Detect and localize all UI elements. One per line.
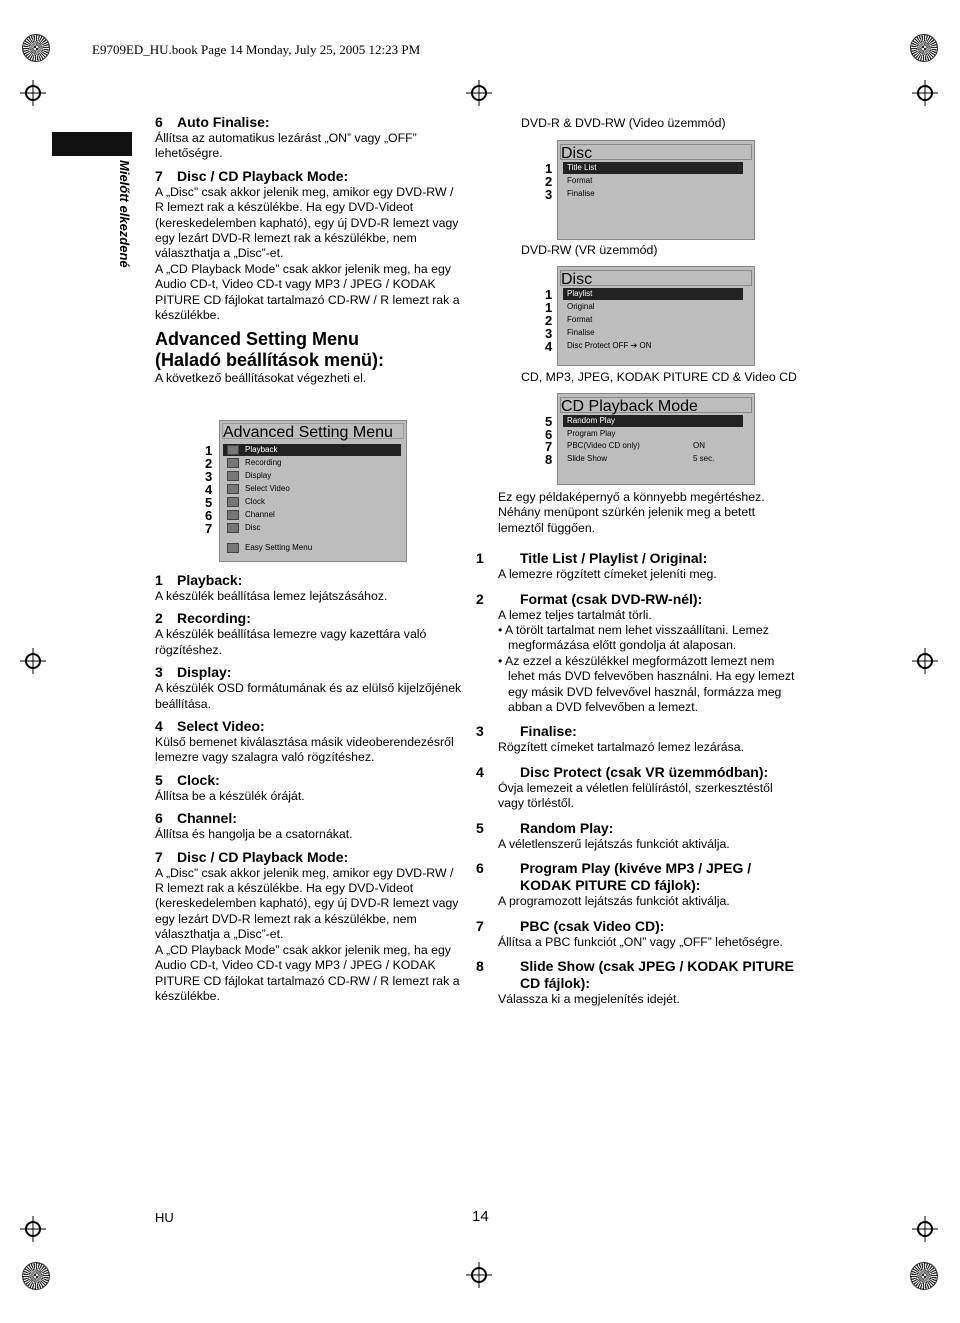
menu-item-label: Channel <box>245 510 275 519</box>
menu-item-number: 2 <box>205 456 213 471</box>
menu-item[interactable] <box>223 444 401 456</box>
item-text: Állítsa a PBC funkciót „ON” vagy „OFF” lehetőségre. <box>498 934 783 949</box>
item-title: Disc / CD Playback Mode: <box>177 848 349 865</box>
item-number: 6 <box>155 810 163 827</box>
item-text: Állítsa be a készülék óráját. <box>155 788 305 803</box>
disc-screen-vr <box>545 266 753 364</box>
setting-item <box>155 849 465 1005</box>
left-top-item: 7 Disc / CD Playback Mode: A „Disc” csak akkor jelenik meg, amikor egy DVD-RW / R lemezt rak a készülékbe. Ha egy DVD-Videot (kereskedelemben kapható), egy új DVD-R lemezt vagy egy lezárt DVD-R lemezt rak a készülékbe, nem választhatja a „Disc”-et. A „CD Playback Mode” csak akkor jelenik meg, ha egy Audio CD-t, Video CD-t vagy MP3 / JPEG / KODAK PITURE CD fájlokat tartalmazó CD-RW / R lemezt rak a készülékbe. <box>155 167 460 323</box>
item-title: Title List / Playlist / Original: <box>520 550 708 567</box>
menu-item[interactable] <box>223 457 401 469</box>
menu-item-number: 1 <box>205 443 213 458</box>
page-number: 14 <box>472 1208 489 1225</box>
item-number: 8 <box>476 957 484 974</box>
left-top-item: 6 Auto Finalise: Állítsa az automatikus lezárást „ON” vagy „OFF” lehetőségre. <box>155 114 417 161</box>
item-text: Válassza ki a megjelenítés idejét. <box>498 991 680 1006</box>
item-title: Playback: <box>177 572 243 588</box>
menu-item-number: 1 <box>545 300 553 315</box>
menu-item-number: 3 <box>205 469 213 484</box>
menu-item-label: Clock <box>245 497 266 506</box>
menu-item-label: Title List <box>567 163 597 172</box>
item-number: 6 <box>476 860 484 877</box>
disc-item <box>476 819 798 852</box>
menu-item-label: Disc Protect OFF ➔ ON <box>567 341 652 350</box>
setting-item <box>155 810 465 842</box>
footer-lang: HU <box>155 1210 174 1225</box>
menu-item-label: Display <box>245 471 272 480</box>
disc-item <box>476 763 798 812</box>
menu-item-number: 3 <box>545 326 553 341</box>
menu-item-number: 6 <box>205 508 213 523</box>
setting-item <box>155 610 465 658</box>
left-column <box>155 114 465 387</box>
right-column <box>476 490 798 1015</box>
item-number: 2 <box>155 610 163 627</box>
screen-title: Disc <box>560 270 752 286</box>
item-title: Disc Protect (csak VR üzemmódban): <box>520 763 769 780</box>
item-text: A véletlenszerű lejátszás funkciót aktiválja. <box>498 836 730 851</box>
menu-item-label: Finalise <box>567 328 595 337</box>
item-title: Program Play (kivéve MP3 / JPEG / KODAK PITURE CD fájlok): <box>520 860 752 894</box>
menu-item[interactable] <box>563 175 743 187</box>
item-text: A készülék beállítása lemez lejátszásához. <box>155 589 388 603</box>
item-text: A lemezre rögzített címeket jeleníti meg. <box>498 567 717 582</box>
registration-rosette <box>22 1262 50 1290</box>
crosshair-icon <box>20 80 46 106</box>
menu-item[interactable] <box>563 453 743 465</box>
menu-icon <box>227 471 239 481</box>
menu-item[interactable] <box>223 522 401 534</box>
registration-rosette <box>22 34 50 62</box>
item-title: PBC (csak Video CD): <box>520 917 665 934</box>
item-text: Állítsa és hangolja be a csatornákat. <box>155 827 353 842</box>
menu-item[interactable] <box>223 483 401 495</box>
disc-item <box>476 723 798 755</box>
menu-item-value: 5 sec. <box>693 453 715 463</box>
item-number: 5 <box>155 771 163 788</box>
advanced-menu-screen <box>205 420 405 560</box>
setting-item <box>155 664 465 712</box>
menu-item[interactable] <box>563 288 743 300</box>
menu-icon <box>227 510 239 520</box>
item-title: Display: <box>177 664 232 681</box>
advanced-intro: A következő beállításokat végezheti el. <box>155 371 367 386</box>
menu-icon <box>227 445 239 455</box>
item-text: Külső bemenet kiválasztása másik videoberendezésről lemezre vagy szalagra való rögzítéshez. <box>155 735 454 765</box>
item-number: 3 <box>476 723 484 740</box>
crosshair-icon <box>20 648 46 674</box>
menu-item-label: Playback <box>245 445 278 454</box>
item-number: 2 <box>476 590 484 607</box>
menu-item-number: 1 <box>545 161 553 176</box>
setting-item <box>155 772 465 804</box>
screen-footer: Easy Setting Menu <box>223 542 403 554</box>
menu-item-number: 8 <box>545 451 553 467</box>
item-number: 1 <box>155 572 163 588</box>
menu-item-number: 5 <box>545 414 553 429</box>
crosshair-icon <box>466 80 492 106</box>
item-title: Finalise: <box>520 723 577 740</box>
menu-item-label: PBC(Video CD only) <box>567 441 640 450</box>
item-text: A programozott lejátszás funkciót aktiválja. <box>498 894 730 909</box>
cd-playback-screen <box>545 393 753 483</box>
crosshair-icon <box>20 1216 46 1242</box>
item-text: A készülék OSD formátumának és az elülső kijelzőjének beállítása. <box>155 681 462 711</box>
screen-title: Disc <box>560 144 752 160</box>
bullet-text: Az ezzel a készülékkel megformázott lemezt nem lehet más DVD felvevőben használni. Ha egy lemezt egy másik DVD felvevővel használ, formázza meg abban a DVD felvevőben a lemezt. <box>505 653 795 715</box>
item-number: 4 <box>155 718 163 735</box>
menu-item-label: Format <box>567 315 593 324</box>
menu-item-number: 2 <box>545 174 553 189</box>
menu-item[interactable] <box>563 162 743 174</box>
item-text: A lemez teljes tartalmát törli. <box>498 607 652 622</box>
crosshair-icon <box>912 80 938 106</box>
item-title: Random Play: <box>520 819 614 836</box>
bullet-item: • A törölt tartalmat nem lehet visszaállítani. Lemez megformázása előtt gondolja át alaposan. <box>498 623 769 653</box>
menu-item-label: Program Play <box>567 428 616 438</box>
menu-item-number: 7 <box>545 439 553 454</box>
menu-item-label: Disc <box>245 523 261 532</box>
menu-item[interactable] <box>563 440 743 452</box>
menu-item-label: Playlist <box>567 289 593 298</box>
item-number: 7 <box>155 848 163 865</box>
menu-icon <box>227 458 239 468</box>
registration-rosette <box>910 34 938 62</box>
item-title: Recording: <box>177 610 251 627</box>
menu-item-number: 5 <box>205 495 213 510</box>
menu-item[interactable] <box>563 188 743 200</box>
item-number: 7 <box>476 917 484 934</box>
menu-item-number: 4 <box>545 339 553 354</box>
menu-item-number: 7 <box>205 521 213 536</box>
setting-item <box>155 572 465 604</box>
crosshair-icon <box>912 1216 938 1242</box>
item-text: Rögzített címeket tartalmazó lemez lezárása. <box>498 740 745 755</box>
left-items <box>155 572 465 1010</box>
screen3-label: CD, MP3, JPEG, KODAK PITURE CD & Video CD <box>521 370 797 384</box>
disc-item <box>476 957 798 1007</box>
disc-item <box>476 860 798 909</box>
menu-item-label: Select Video <box>245 484 290 493</box>
item-number: 4 <box>476 763 484 780</box>
item-text: A készülék beállítása lemezre vagy kazettára való rögzítéshez. <box>155 627 427 657</box>
menu-item-number: 4 <box>205 482 213 497</box>
side-tab <box>52 132 132 156</box>
disc-screen-video <box>545 140 753 238</box>
registration-rosette <box>910 1262 938 1290</box>
item-text: A „Disc” csak akkor jelenik meg, amikor egy DVD-RW / R lemezt rak a készülékbe. Ha egy DVD-Videot (kereskedelemben kapható), egy új DVD-R lemezt vagy egy lezárt DVD-R lemezt rak a készülékbe, nem választhatja a „Disc”-et. <box>155 865 459 942</box>
menu-item[interactable] <box>563 415 743 427</box>
menu-item[interactable] <box>223 496 401 508</box>
menu-item[interactable] <box>223 470 401 482</box>
menu-icon <box>227 523 239 533</box>
screen-note: Ez egy példaképernyő a könnyebb megértéshez. Néhány menüpont szürkén jelenik meg a betett lemeztől függően. <box>498 490 765 535</box>
item-title: Format (csak DVD-RW-nél): <box>520 590 703 607</box>
menu-item-value: ON <box>693 441 705 450</box>
menu-item-number: 3 <box>545 187 553 202</box>
item-title: Select Video: <box>177 718 265 735</box>
side-tab-label: Mielőtt elkezdené <box>117 160 132 268</box>
menu-item[interactable] <box>563 340 743 352</box>
item-title: Channel: <box>177 810 237 827</box>
page-header: E9709ED_HU.book Page 14 Monday, July 25, 2005 12:23 PM <box>92 42 421 57</box>
crosshair-icon <box>912 648 938 674</box>
bullet-text: A törölt tartalmat nem lehet visszaállítani. Lemez megformázása előtt gondolja át alaposan. <box>505 623 769 653</box>
disc-item <box>476 550 798 582</box>
menu-icon <box>227 543 239 553</box>
disc-item <box>476 590 798 716</box>
menu-item-label: Original <box>567 302 595 311</box>
screen-title: Advanced Setting Menu <box>222 423 404 439</box>
bullet-item: • Az ezzel a készülékkel megformázott lemezt nem lehet más DVD felvevőben használni. Ha egy lemezt egy másik DVD felvevővel használ, formázza meg abban a DVD felvevőben a lemezt. <box>498 653 795 715</box>
item-number: 1 <box>476 550 484 567</box>
menu-icon <box>227 484 239 494</box>
screen2-label: DVD-RW (VR üzemmód) <box>521 243 658 257</box>
menu-item-label: Finalise <box>567 189 595 198</box>
menu-item[interactable] <box>563 314 743 326</box>
menu-icon <box>227 497 239 507</box>
item-number: 3 <box>155 664 163 681</box>
setting-item <box>155 718 465 766</box>
menu-item-number: 1 <box>545 287 553 302</box>
menu-item[interactable] <box>563 327 743 339</box>
item-text: A „CD Playback Mode” csak akkor jelenik meg, ha egy Audio CD-t, Video CD-t vagy MP3 / JPEG / KODAK PITURE CD fájlokat tartalmazó CD-RW / R lemezt rak a készülékbe. <box>155 942 460 1003</box>
menu-item[interactable] <box>563 301 743 313</box>
menu-item-number: 6 <box>545 426 553 442</box>
menu-item-number: 2 <box>545 313 553 328</box>
screen-title: CD Playback Mode <box>560 397 752 413</box>
menu-item-label: Random Play <box>567 416 616 425</box>
menu-item-label: Recording <box>245 458 282 467</box>
menu-item[interactable] <box>223 509 401 521</box>
item-title: Slide Show (csak JPEG / KODAK PITURE CD fájlok): <box>520 957 794 991</box>
advanced-menu-heading: Advanced Setting Menu (Haladó beállítások menü): <box>155 329 385 371</box>
screen1-label: DVD-R & DVD-RW (Video üzemmód) <box>521 116 726 130</box>
crosshair-icon <box>466 1262 492 1288</box>
menu-item-label: Slide Show <box>567 453 608 463</box>
item-text: Óvja lemezeit a véletlen felülírástól, szerkesztéstől vagy törléstől. <box>498 780 773 811</box>
item-number: 5 <box>476 819 484 836</box>
menu-item[interactable] <box>563 428 743 440</box>
disc-item <box>476 917 798 950</box>
item-title: Clock: <box>177 771 220 788</box>
menu-item-label: Format <box>567 176 593 185</box>
